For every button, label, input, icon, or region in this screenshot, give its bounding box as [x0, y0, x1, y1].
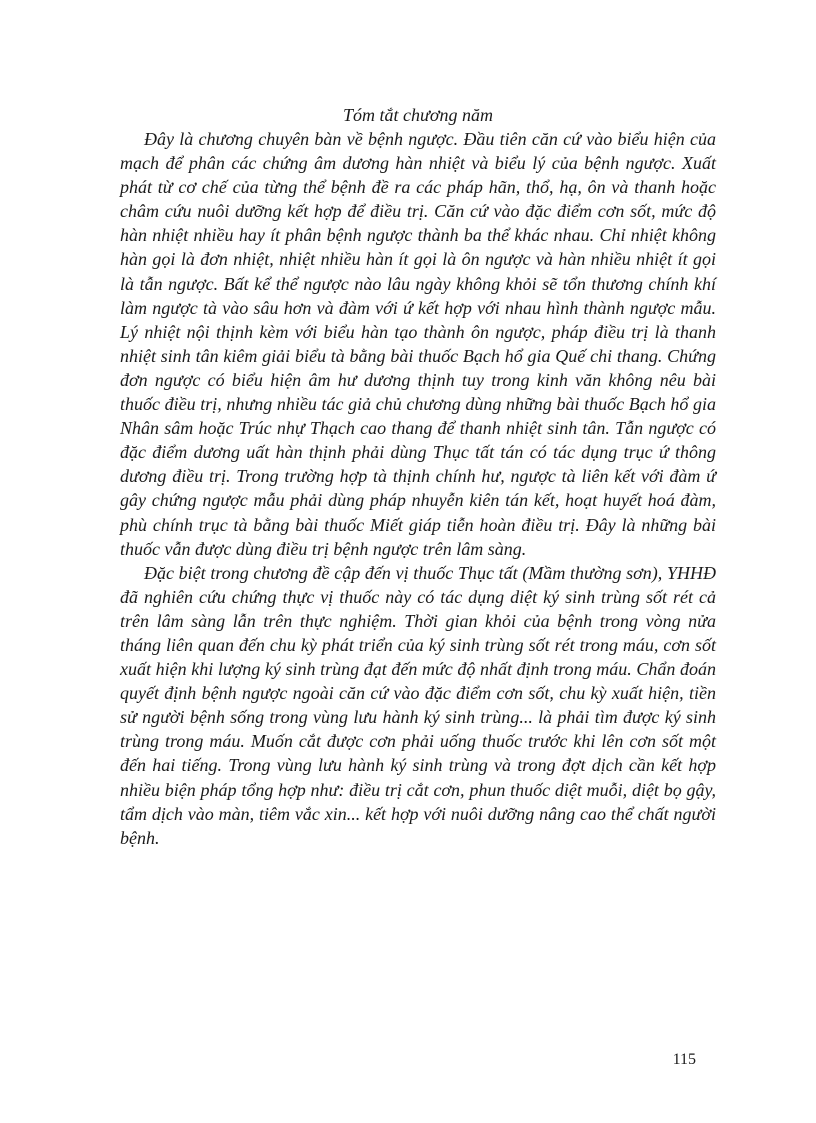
summary-body — [120, 127, 716, 850]
chapter-summary-title: Tóm tắt chương năm — [343, 105, 493, 125]
page-number: 115 — [672, 1051, 696, 1068]
paragraph-2: Đặc biệt trong chương đề cập đến vị thuốc Thục tất (Mầm thường sơn), YHHĐ đã nghiên cứu chứng thực vị thuốc này có tác dụng diệt ký sinh trùng sốt rét cả trên lâm sàng lẫn trên thực nghiệm. Thời gian khỏi của bệnh trong vòng nửa tháng liên quan đến chu kỳ phát triển của ký sinh trùng sốt rét trong máu, cơn sốt xuất hiện khi lượng ký sinh trùng đạt đến mức độ nhất định trong máu. Chẩn đoán quyết định bệnh ngược ngoài căn cứ vào đặc điểm cơn sốt, chu kỳ xuất hiện, tiền sử người bệnh sống trong vùng lưu hành ký sinh trùng... là phải tìm được ký sinh trùng trong máu. Muốn cắt được cơn phải uống thuốc trước khi lên cơn sốt một đến hai tiếng. Trong vùng lưu hành ký sinh trùng và trong đợt dịch cần kết hợp nhiều biện pháp tổng hợp như: điều trị cắt cơn, phun thuốc diệt muỗi, diệt bọ gậy, tẩm dịch vào màn, tiêm vắc xin... kết hợp với nuôi dưỡng nâng cao thể chất người bệnh. — [120, 562, 716, 848]
paragraph-1: Đây là chương chuyên bàn về bệnh ngược. Đầu tiên căn cứ vào biểu hiện của mạch để phân các chứng âm dương hàn nhiệt và biểu lý của bệnh ngược. Xuất phát từ cơ chế của từng thể bệnh đề ra các pháp hãn, thổ, hạ, ôn và thanh hoặc châm cứu nuôi dưỡng kết hợp để điều trị. Căn cứ vào đặc điểm cơn sốt, mức độ hàn nhiệt nhiều hay ít phân bệnh ngược thành ba thể khác nhau. Chỉ nhiệt không hàn gọi là đơn nhiệt, nhiệt nhiều hàn ít gọi là ôn ngược và hàn nhiều nhiệt ít gọi là tẫn ngược. Bất kể thể ngược nào lâu ngày không khỏi sẽ tổn thương chính khí làm ngược tà vào sâu hơn và đàm với ứ kết hợp với nhau hình thành ngược mẫu. Lý nhiệt nội thịnh kèm với biểu hàn tạo thành ôn ngược, pháp điều trị là thanh nhiệt sinh tân kiêm giải biểu tà bằng bài thuốc Bạch hổ gia Quế chi thang. Chứng đơn ngược có biểu hiện âm hư dương thịnh tuy trong kinh văn không nêu bài thuốc điều trị, nhưng nhiều tác giả chủ chương dùng những bài thuốc Bạch hổ gia Nhân sâm hoặc Trúc nhự Thạch cao thang để thanh nhiệt sinh tân. Tẫn ngược có đặc điểm dương uất hàn thịnh phải dùng Thục tất tán có tác dụng trục ứ thông dương điều trị. Trong trường hợp tà thịnh chính hư, ngược tà liên kết với đàm ứ gây chứng ngược mẫu phải dùng pháp nhuyễn kiên tán kết, hoạt huyết hoá đàm, phù chính trục tà bằng bài thuốc Miết giáp tiễn hoàn điều trị. Đây là những bài thuốc vẫn được dùng điều trị bệnh ngược trên lâm sàng. — [120, 129, 716, 559]
